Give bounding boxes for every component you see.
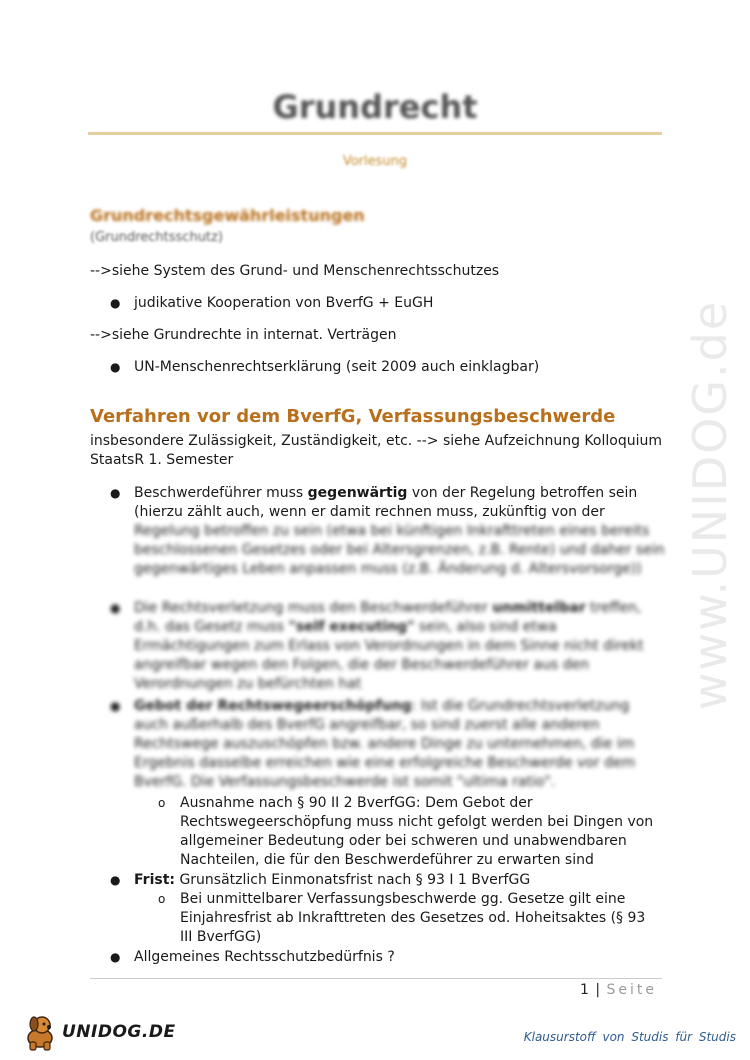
page-number: [580, 982, 657, 998]
bullet-text-bold: "self executing": [288, 619, 415, 635]
section1-bullet2: [110, 358, 665, 377]
section1-line1: -->siehe System des Grund- und Menschenrechtsschutzes: [90, 263, 500, 279]
bullet-text-part: Grunsätzlich Einmonatsfrist nach § 93 I 1 BverfGG: [175, 872, 531, 888]
sub-bullet-text: Bei unmittelbarer Verfassungsbeschwerde gg. Gesetze gilt eine Einjahresfrist ab Inkrafttreten des Gesetzes od. Hoheitsaktes (§ 93 III BverfGG): [180, 891, 646, 945]
bullet-text-part: sein, also sind etwa Ermächtigungen zum Erlass von Verordnungen in dem Sinne nicht direkt angreifbar wegen den Folgen, die der Beschwerdeführer aus den Verordnungen zu befürchten hat: [134, 619, 644, 692]
section2-bullet3: [110, 697, 665, 792]
footer-divider: [90, 978, 662, 979]
bullet-text-part: Beschwerdeführer muss: [134, 485, 308, 501]
dog-icon: [20, 1012, 60, 1052]
section2-bullet3-sub: [158, 794, 658, 870]
bullet-icon: ●: [110, 486, 121, 500]
bullet-icon: ●: [110, 601, 121, 615]
sub-bullet-icon: o: [158, 892, 166, 906]
bullet-text-bold: Gebot der Rechtswegeerschöpfung: [134, 698, 412, 714]
bullet-text-bold: gegenwärtig: [307, 485, 408, 501]
section2-bullet1: [110, 484, 665, 579]
bullet-text-part: treffen, d.h. das Gesetz muss: [134, 600, 642, 635]
bullet-text-part: Die Rechtsverletzung muss den Beschwerdeführer: [134, 600, 493, 616]
bullet-text: [134, 599, 665, 694]
bullet-text: [134, 871, 665, 890]
bullet-icon: ●: [110, 699, 121, 713]
bullet-text-blurred: Regelung betroffen zu sein (etwa bei künftigen Inkrafttreten eines bereits beschlossenen Gesetzes oder bei Altersgrenzen, z.B. Rente) und daher sein gegenwärtiges Leben anpassen muss (z.B. Änderung d. Altersvorsorge)): [134, 523, 665, 577]
sub-bullet-text: Ausnahme nach § 90 II 2 BverfGG: Dem Gebot der Rechtswegeerschöpfung muss nicht gefolgt werden bei Dingen von allgemeiner Bedeutung oder bei schweren und unabwendbaren Nachteilen, die für den Beschwerdeführer zu erwarten sind: [180, 795, 654, 868]
bullet-text: [134, 484, 665, 579]
page-word: Seite: [606, 982, 658, 998]
section2-bullet2: [110, 599, 665, 694]
document-subtitle: Vorlesung: [342, 154, 408, 169]
bullet-text-part: : Ist die Grundrechtsverletzung auch außerhalb des BverfG angreifbar, so sind zuerst alle anderen Rechtswege auszuschöpfen bzw. andere Dinge zu unternehmen, die im Ergebnis dasselbe erreichen wie eine erfolgreiche Beschwerde vor dem BverfG. Die Verfassungsbeschwerde ist somit "ultima ratio".: [134, 698, 636, 790]
section2-bullet4: [110, 871, 665, 890]
bullet-icon: ●: [110, 950, 121, 964]
bullet-icon: ●: [110, 873, 121, 887]
sub-bullet-icon: o: [158, 796, 166, 810]
title-divider: [88, 132, 662, 135]
footer-slogan: Klausurstoff von Studis für Studis: [523, 1030, 736, 1044]
bullet-icon: ●: [110, 360, 121, 374]
page-number-value: 1: [580, 982, 590, 998]
document-title: Grundrecht: [272, 88, 478, 126]
bullet-text-bold: Frist:: [134, 872, 175, 888]
section1-line2: -->siehe Grundrechte in internat. Verträgen: [90, 327, 397, 343]
bullet-text: [134, 697, 665, 792]
logo-text: UNIDOG.DE: [62, 1022, 176, 1042]
section1-bullet1: [110, 294, 665, 313]
section2-intro: insbesondere Zulässigkeit, Zuständigkeit, etc. --> siehe Aufzeichnung Kolloquium StaatsR 1. Semester: [90, 433, 662, 468]
bullet-icon: ●: [110, 296, 121, 310]
page-separator: |: [595, 982, 602, 998]
bullet-text: UN-Menschenrechtserklärung (seit 2009 auch einklagbar): [134, 359, 540, 375]
watermark: [680, 280, 740, 730]
bullet-text-bold: unmittelbar: [492, 600, 586, 616]
bullet-text: judikative Kooperation von BverfG + EuGH: [134, 295, 434, 311]
section1-subheading: (Grundrechtsschutz): [90, 230, 223, 245]
bullet-text-part: von der Regelung betroffen sein (hierzu zählt auch, wenn er damit rechnen muss, zukünftig von der: [134, 485, 638, 520]
watermark-text: www.UNIDOG.de: [683, 299, 737, 711]
section2-bullet5: [110, 948, 665, 967]
unidog-logo[interactable]: [20, 1012, 176, 1052]
bullet-text: Allgemeines Rechtsschutzbedürfnis ?: [134, 949, 395, 965]
section1-heading: Grundrechtsgewährleistungen: [90, 206, 365, 225]
section2-heading: Verfahren vor dem BverfG, Verfassungsbeschwerde: [90, 406, 616, 427]
section2-bullet4-sub: [158, 890, 658, 947]
